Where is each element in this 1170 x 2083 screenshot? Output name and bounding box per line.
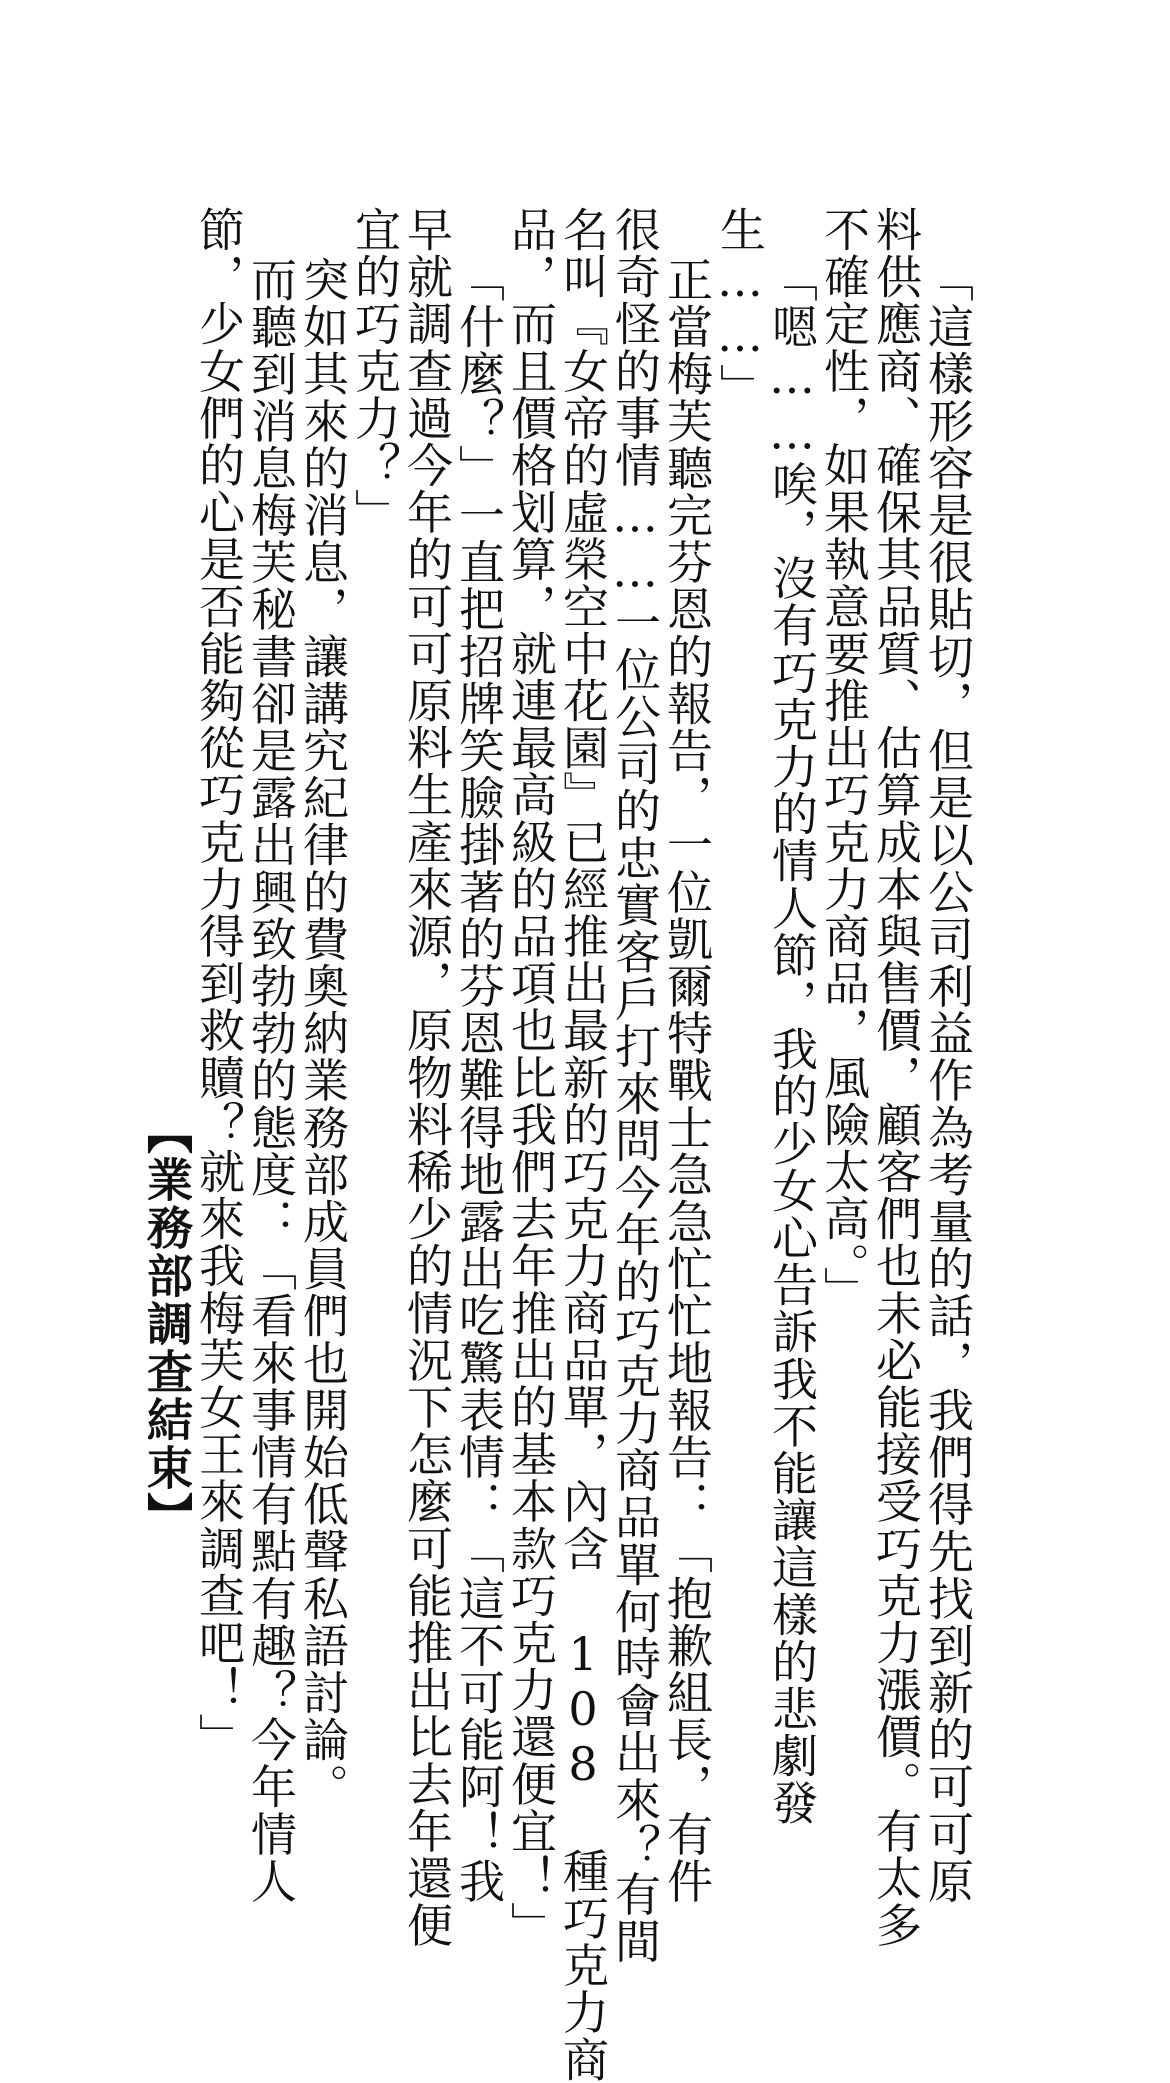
- text-column: 料供應商、確保其品質、估算成本與售價，顧客們也未必能接受巧克力漲價。有太多: [869, 206, 923, 1949]
- text-column: 突如其來的消息，讓講究紀律的費奧納業務部成員們也開始低聲私語討論。: [296, 256, 350, 1811]
- text-column: 正當梅芙聽完芬恩的報告，一位凱爾特戰士急急忙忙地報告：「抱歉組長，有件: [660, 256, 714, 1905]
- text-column: 「這樣形容是很貼切，但是以公司利益作為考量的話，我們得先找到新的可可原: [921, 256, 975, 1905]
- text-column: 宜的巧克力？」: [348, 206, 402, 536]
- text-column: 很奇怪的事情……一位公司的忠實客戶打來問今年的巧克力商品單何時會出來？有間: [608, 206, 662, 1965]
- text-column: 生……」: [713, 206, 767, 411]
- text-column: 品，而且價格划算，就連最高級的品項也比我們去年推出的基本款巧克力還便宜！」: [504, 206, 558, 1949]
- text-column: 早就調查過今年的可可原料生產來源，原物料稀少的情況下怎麼可能推出比去年還便: [400, 206, 454, 1949]
- text-column: 而聽到消息梅芙秘書卻是露出興致勃勃的態度：「看來事情有點有趣？今年情人: [244, 256, 298, 1905]
- text-column: 「嗯……唉，沒有巧克力的情人節，我的少女心告訴我不能讓這樣的悲劇發: [765, 256, 819, 1827]
- text-column: 節，少女們的心是否能夠從巧克力得到救贖？就來我梅芙女王來調查吧！」: [192, 206, 246, 1761]
- text-column: 「什麼？」一直把招牌笑臉掛著的芬恩難得地露出吃驚表情：「這不可能阿！我: [452, 256, 506, 1905]
- text-column: 名叫『女帝的虛榮空中花園』已經推出最新的巧克力商品單，內含 108 種巧克力商: [556, 206, 610, 2083]
- text-column: 不確定性，如果執意要推出巧克力商品，風險太高。」: [817, 206, 871, 1314]
- section-end-marker: 【業務部調查結束】: [140, 1108, 194, 1540]
